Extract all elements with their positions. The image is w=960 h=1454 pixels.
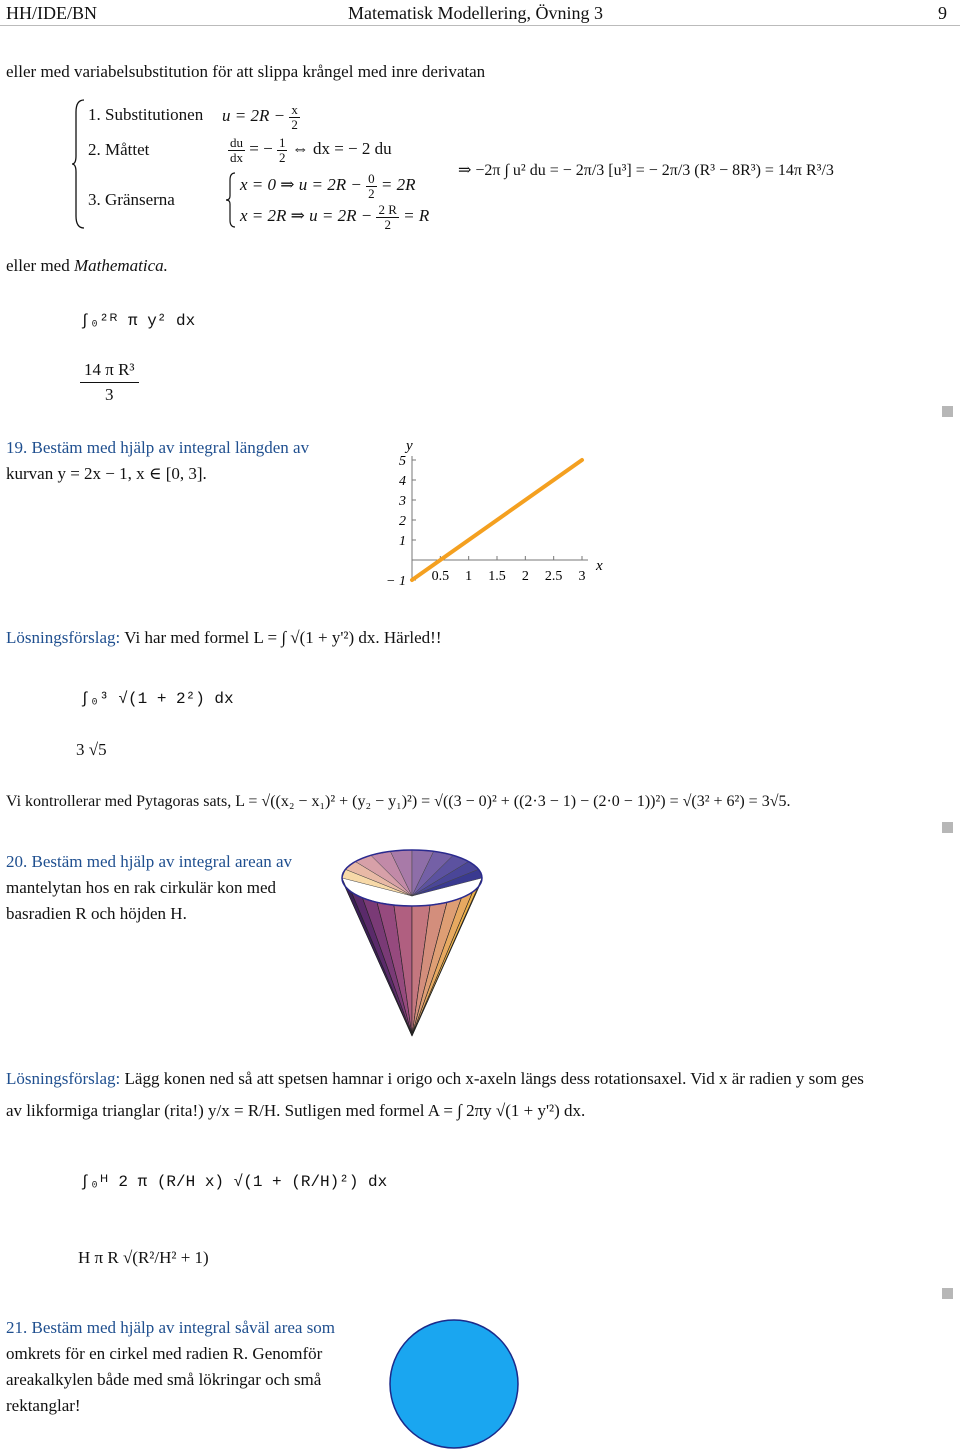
x-tick-label: 3	[578, 569, 586, 584]
x-tick-label: 2.5	[544, 569, 563, 584]
header-title: Matematisk Modellering, Övning 3	[348, 3, 603, 23]
mathematica-input-19: ∫₀³ √(1 + 2²) dx	[80, 690, 234, 708]
mathematica-input-1: ∫₀²ᴿ π y² dx	[80, 312, 196, 330]
measure-rhs: ⇔ dx = − 2 du	[291, 139, 392, 159]
y-tick-label: 1	[399, 534, 406, 549]
cone-figure	[340, 848, 485, 1038]
limit-1: x = 0 ⇒ u = 2R − $\frac{0}{2}$ = 2R	[240, 171, 416, 201]
mathematica-input-20: ∫₀ᴴ 2 π (R/H x) √(1 + (R/H)²) dx	[80, 1173, 388, 1191]
solution19	[6, 628, 441, 648]
end-marker-2	[942, 822, 953, 833]
end-marker-3	[942, 1288, 953, 1299]
solution20-line-1: Lösningsförslag: Lägg konen ned så att spetsen hamnar i origo och x-axeln längs dess rotationsaxel. Vid x är radien y som ges	[6, 1069, 864, 1088]
y-tick-label: 2	[399, 514, 406, 529]
circle	[390, 1320, 518, 1448]
y-tick-label: 4	[399, 474, 406, 489]
circle-figure	[388, 1318, 520, 1450]
result-chain: ⇒ −2π ∫ u² du = − 2π/3 [u³] = − 2π/3 (R³ − 8R³) = 14π R³/3	[458, 162, 834, 179]
x-axis-label: x	[596, 558, 603, 574]
pythagoras-check: Vi kontrollerar med Pytagoras sats, L = √((x₂ − x₁)² + (y₂ − y₁)²) = √((3 − 0)² + ((2·3 − 1) − (2·0 − 1))²) = √(3² + 6²) = 3√5.	[6, 793, 791, 810]
substitution-formula: u = 2R − $\frac{x}{2}$	[222, 102, 298, 132]
problem21-text-2: omkrets för en cirkel med radien R. Genomför	[6, 1344, 323, 1363]
measure-formula: $\frac{du}{dx}$ = − $\frac{1}{2}$ ⇔ dx = − 2 du	[230, 135, 392, 165]
header-left: HH/IDE/BN	[6, 3, 97, 23]
y-tick-label: 5	[399, 454, 406, 469]
problem21-text-4: rektanglar!	[6, 1396, 81, 1415]
mathematica-output-1: 14 π R³ 3	[80, 360, 139, 405]
header-page-number: 9	[938, 3, 947, 23]
problem20-text-3: basradien R och höjden H.	[6, 904, 187, 923]
step-2: 2. Måttet	[88, 140, 150, 159]
y-tick-label: 3	[399, 494, 406, 509]
limits-brace	[226, 172, 236, 228]
solution19-text: Vi har med formel L = ∫ √(1 + y'²) dx. Härled!!	[124, 628, 442, 647]
intro-line: eller med variabelsubstitution för att slippa krångel med inre derivatan	[6, 62, 486, 81]
problem20-text-2: mantelytan hos en rak cirkulär kon med	[6, 878, 277, 897]
x-tick-label: 0.5	[431, 569, 450, 584]
problem21-text-3: areakalkylen både med små lökringar och små	[6, 1370, 322, 1389]
mathematica-output-19: 3 √5	[76, 740, 107, 759]
problem19-text-2: kurvan y = 2x − 1, x ∈ [0, 3].	[6, 464, 207, 483]
solution19-label: Lösningsförslag:	[6, 628, 121, 647]
header-rule	[0, 25, 960, 26]
step-1: 1. Substitutionen	[88, 105, 204, 124]
problem19-text-1: 19. Bestäm med hjälp av integral längden av	[6, 438, 310, 457]
problem21-text-1: 21. Bestäm med hjälp av integral såväl area som	[6, 1318, 336, 1337]
limit-2: x = 2R ⇒ u = 2R − $\frac{2 R}{2}$ = R	[240, 202, 430, 232]
x-tick-label: 1	[465, 569, 473, 584]
end-marker-1	[942, 406, 953, 417]
mathematica-output-20: H π R √(R²/H² + 1)	[78, 1248, 209, 1267]
solution20-line-2: av likformiga trianglar (rita!) y/x = R/H. Sutligen med formel A = ∫ 2πy √(1 + y'²) dx.	[6, 1101, 586, 1120]
sub-u: u = 2R −	[222, 106, 286, 126]
curve-chart	[360, 430, 620, 600]
steps-brace	[72, 98, 86, 230]
x-tick-label: 2	[521, 569, 529, 584]
step-3: 3. Gränserna	[88, 190, 175, 209]
data-line	[412, 460, 582, 580]
problem20-text-1: 20. Bestäm med hjälp av integral arean av	[6, 852, 293, 871]
y-axis-label: y	[406, 438, 413, 454]
y-tick-label: − 1	[386, 574, 406, 589]
mathematica-line: eller med Mathematica.	[6, 256, 168, 275]
x-tick-label: 1.5	[488, 569, 506, 584]
